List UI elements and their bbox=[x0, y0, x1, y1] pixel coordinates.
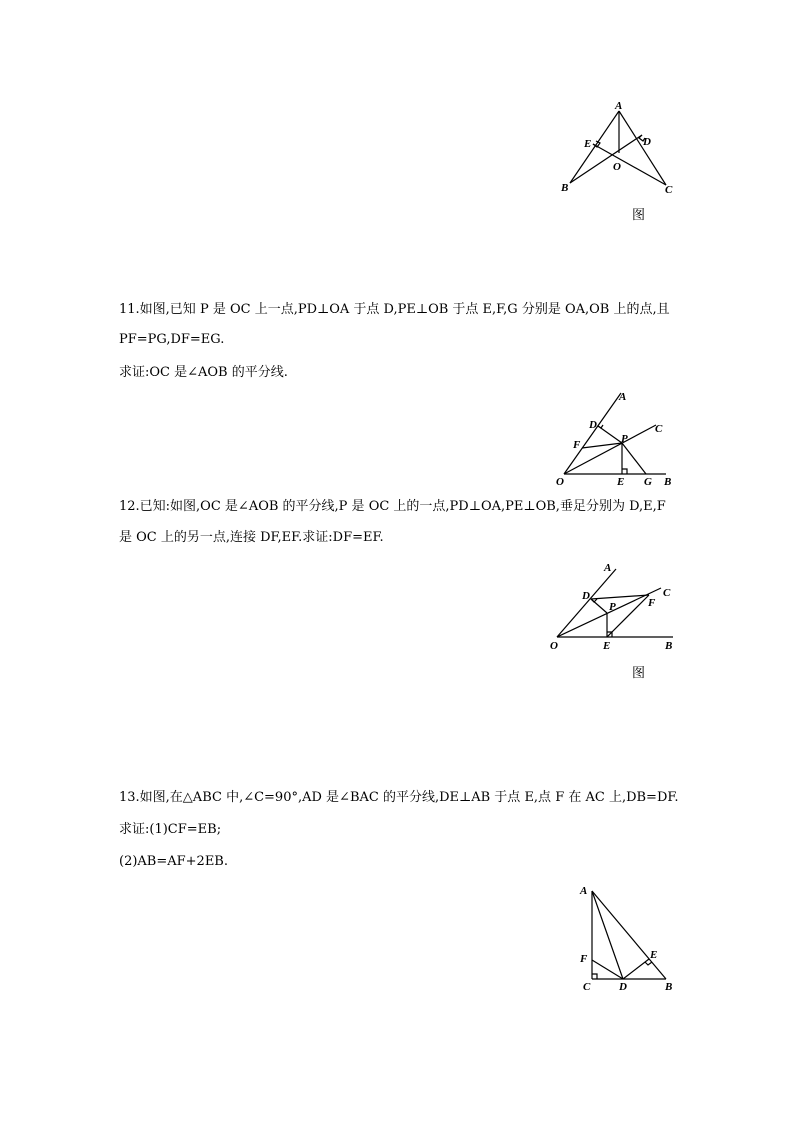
label-b: B bbox=[561, 182, 569, 194]
label-f: F bbox=[573, 439, 581, 451]
label-c: C bbox=[665, 184, 673, 196]
problem-11-line-1: 11.如图,已知 P 是 OC 上一点,PD⊥OA 于点 D,PE⊥OB 于点 E,F,G 分别是 OA,OB 上的点,且 bbox=[119, 302, 670, 317]
label-c: C bbox=[663, 587, 671, 599]
label-e: E bbox=[617, 476, 625, 488]
label-c: C bbox=[583, 981, 591, 993]
label-c: C bbox=[655, 423, 663, 435]
label-b: B bbox=[665, 640, 673, 652]
label-d: D bbox=[643, 136, 651, 148]
figure-11 bbox=[552, 388, 682, 488]
label-e: E bbox=[603, 640, 611, 652]
label-p: P bbox=[621, 433, 628, 445]
label-g: G bbox=[644, 476, 652, 488]
problem-11-line-2: PF=PG,DF=EG. bbox=[119, 332, 225, 347]
label-d: D bbox=[582, 590, 590, 602]
problem-13-line-3: (2)AB=AF+2EB. bbox=[119, 854, 228, 869]
problem-12-line-2: 是 OC 上的另一点,连接 DF,EF.求证:DF=EF. bbox=[119, 530, 384, 545]
label-e: E bbox=[584, 138, 592, 150]
label-a: A bbox=[604, 562, 612, 574]
label-o: O bbox=[556, 476, 564, 488]
label-d: D bbox=[619, 981, 627, 993]
figure-13 bbox=[575, 880, 685, 995]
problem-13-line-2: 求证:(1)CF=EB; bbox=[119, 822, 222, 837]
figure-12-caption: 图 bbox=[632, 666, 646, 681]
label-d: D bbox=[589, 419, 597, 431]
label-e: E bbox=[650, 949, 658, 961]
label-f: F bbox=[648, 597, 656, 609]
label-b: B bbox=[665, 981, 673, 993]
label-a: A bbox=[619, 391, 627, 403]
label-a: A bbox=[580, 885, 588, 897]
label-a: A bbox=[615, 100, 623, 112]
figure-10 bbox=[555, 98, 685, 198]
figure-12 bbox=[545, 560, 685, 655]
label-o: O bbox=[550, 640, 558, 652]
figure-10-caption: 图 bbox=[632, 208, 646, 223]
label-o: O bbox=[613, 161, 621, 173]
problem-12-line-1: 12.已知:如图,OC 是∠AOB 的平分线,P 是 OC 上的一点,PD⊥OA,PE⊥OB,垂足分别为 D,E,F bbox=[119, 499, 666, 514]
problem-13-line-1: 13.如图,在△ABC 中,∠C=90°,AD 是∠BAC 的平分线,DE⊥AB 于点 E,点 F 在 AC 上,DB=DF. bbox=[119, 790, 679, 805]
label-b: B bbox=[664, 476, 672, 488]
label-p: P bbox=[609, 601, 616, 613]
problem-11-line-3: 求证:OC 是∠AOB 的平分线. bbox=[119, 365, 288, 380]
label-f: F bbox=[580, 953, 588, 965]
